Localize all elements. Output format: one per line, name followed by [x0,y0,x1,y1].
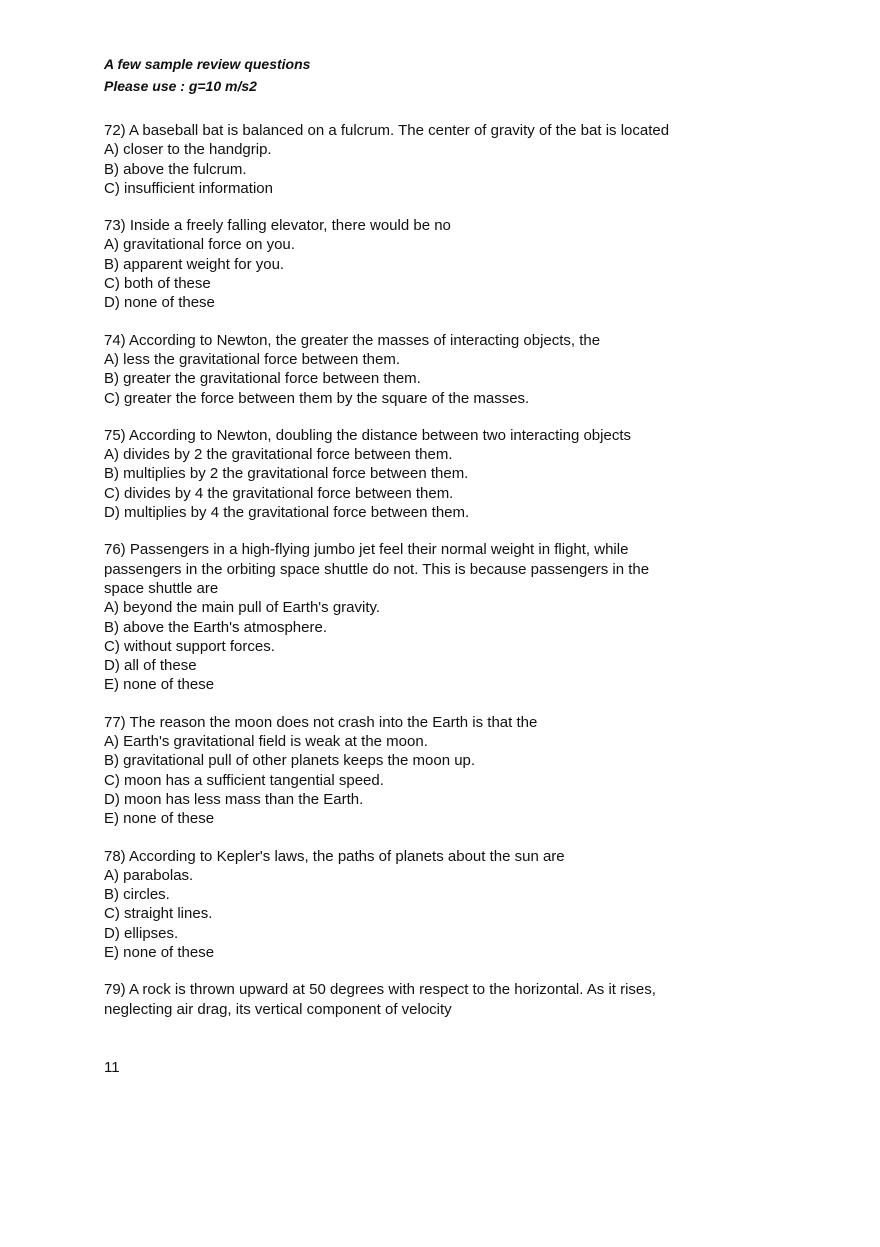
answer-option: C) insufficient information [104,179,273,197]
answer-option: B) greater the gravitational force between them. [104,370,421,388]
answer-option: A) gravitational force on you. [104,236,295,254]
answer-option: D) none of these [104,294,215,312]
answer-option: C) greater the force between them by the square of the masses. [104,389,530,407]
answer-option: D) moon has less mass than the Earth. [104,790,364,808]
answer-option: E) none of these [104,676,215,694]
answer-option: C) divides by 4 the gravitational force between them. [104,484,454,502]
question-stem-line: 72) A baseball bat is balanced on a fulcrum. The center of gravity of the bat is located [104,122,670,139]
answer-option: E) none of these [104,943,215,961]
question-stem-line: space shuttle are [104,579,219,597]
answer-option: B) apparent weight for you. [104,255,285,273]
answer-option: B) above the fulcrum. [104,160,247,178]
question-block [104,980,744,1019]
question-block [104,426,744,522]
document-title: A few sample review questions [104,56,311,72]
answer-option: C) straight lines. [104,905,213,923]
question-block [104,216,744,312]
question-stem-line: neglecting air drag, its vertical component of velocity [104,1000,452,1018]
question-block [104,331,744,408]
question-list [104,121,744,1037]
question-stem-line: 74) According to Newton, the greater the masses of interacting objects, the [104,331,601,349]
question-stem-line: 78) According to Kepler's laws, the paths of planets about the sun are [104,847,565,865]
question-block [104,713,744,829]
question-stem-line: 75) According to Newton, doubling the distance between two interacting objects [104,426,631,444]
question-stem-line: 76) Passengers in a high-flying jumbo jet feel their normal weight in flight, while [104,541,629,559]
answer-option: E) none of these [104,810,215,828]
answer-option: A) parabolas. [104,866,194,884]
answer-option: C) both of these [104,275,211,293]
answer-option: C) moon has a sufficient tangential speed. [104,771,384,789]
question-block [104,121,744,198]
answer-option: D) ellipses. [104,924,179,942]
document-subtitle: Please use : g=10 m/s2 [104,78,257,94]
answer-option: D) all of these [104,657,197,675]
answer-option: A) closer to the handgrip. [104,141,272,159]
question-block [104,540,744,694]
page-number: 11 [104,1059,120,1076]
question-stem-line: 79) A rock is thrown upward at 50 degrees with respect to the horizontal. As it rises, [104,981,656,999]
answer-option: A) divides by 2 the gravitational force between them. [104,446,453,464]
answer-option: A) Earth's gravitational field is weak at the moon. [104,733,428,751]
question-block [104,847,744,963]
answer-option: B) above the Earth's atmosphere. [104,618,327,636]
answer-option: B) multiplies by 2 the gravitational force between them. [104,465,469,483]
answer-option: B) gravitational pull of other planets keeps the moon up. [104,752,476,770]
question-stem-line: 73) Inside a freely falling elevator, there would be no [104,217,451,235]
answer-option: A) beyond the main pull of Earth's gravity. [104,599,381,617]
answer-option: A) less the gravitational force between them. [104,350,400,368]
page-header [104,53,704,97]
answer-option: C) without support forces. [104,637,275,655]
question-stem-line: 77) The reason the moon does not crash into the Earth is that the [104,713,538,731]
answer-option: B) circles. [104,886,170,904]
question-stem-line: passengers in the orbiting space shuttle do not. This is because passengers in the [104,560,650,578]
answer-option: D) multiplies by 4 the gravitational force between them. [104,504,470,522]
